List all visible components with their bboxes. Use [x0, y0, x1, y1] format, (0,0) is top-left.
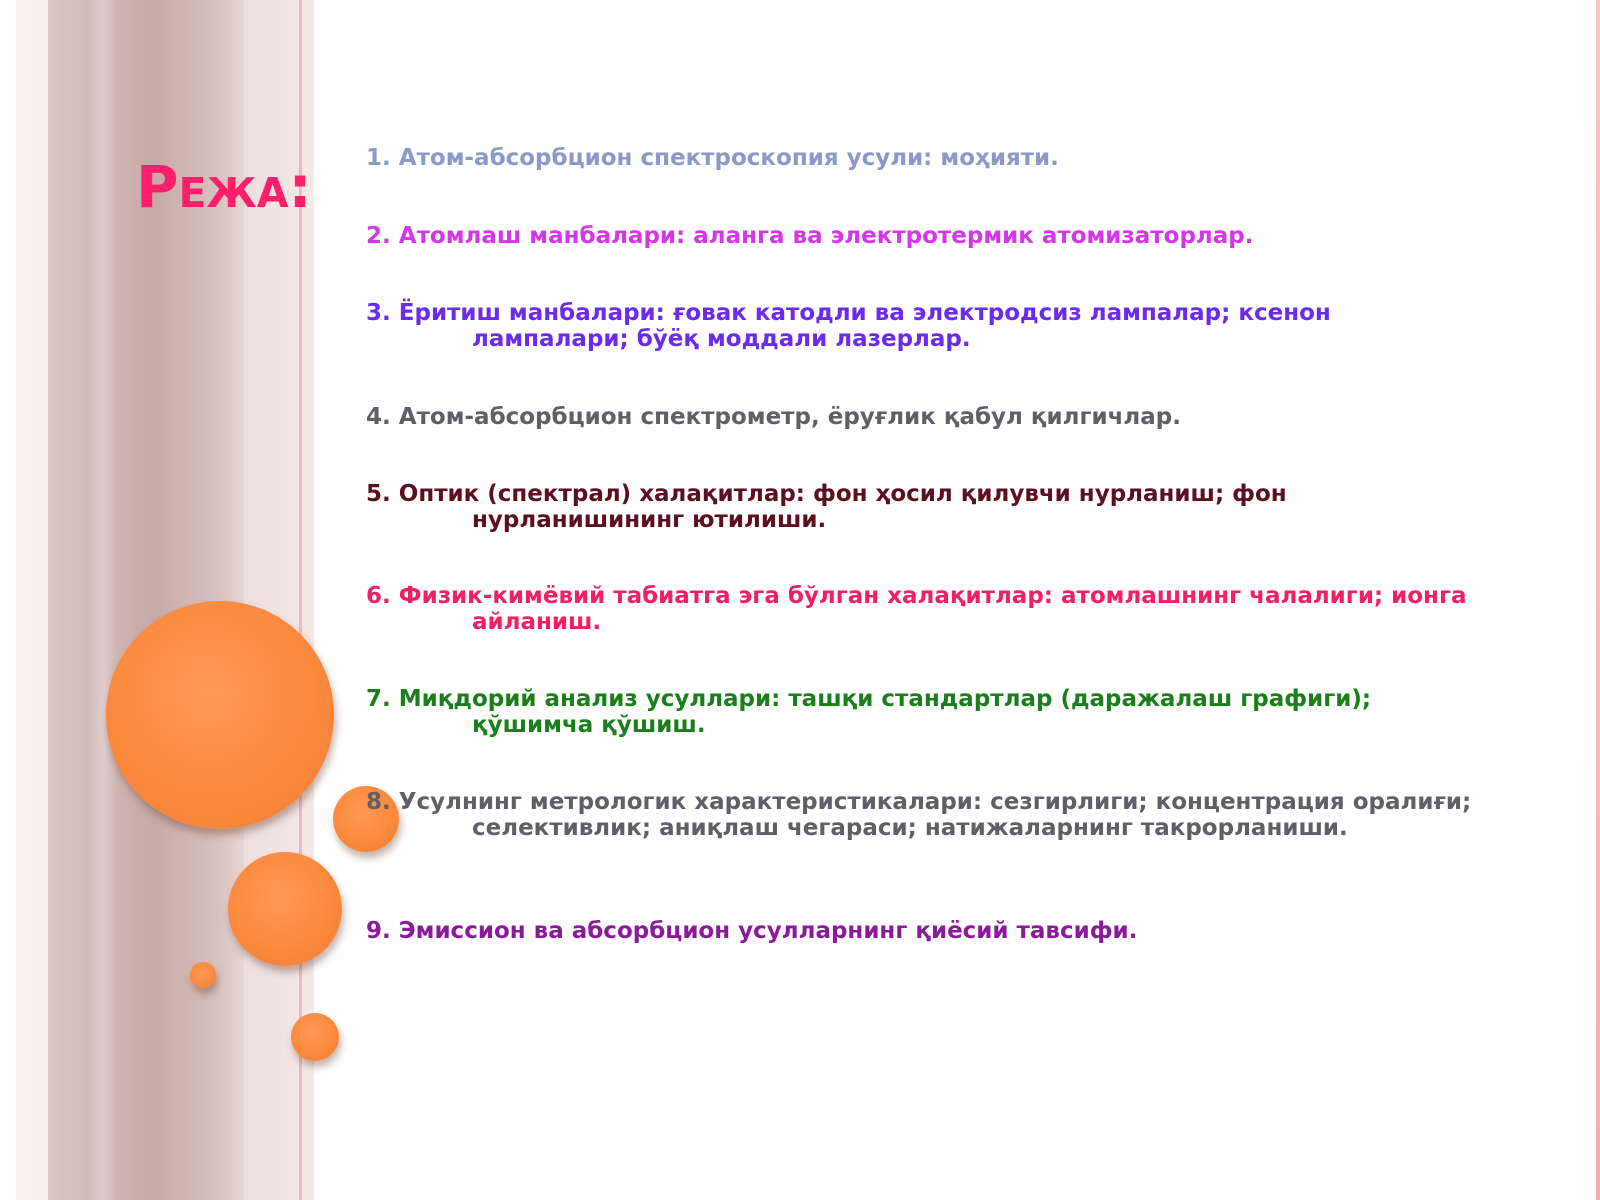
plan-item-text: Атом-абсорбцион спектрометр, ёруғлик қабул қилгичлар. [398, 404, 1181, 430]
plan-item-9 [366, 918, 1486, 944]
plan-item-6 [366, 583, 1486, 635]
plan-item-number: 5. [366, 481, 391, 507]
plan-item-number: 9. [366, 918, 391, 944]
slide-title: Режа: [136, 153, 312, 221]
plan-item-text: Миқдорий анализ усуллари: ташқи стандартлар (даражалаш графиги); қўшимча қўшиш. [398, 686, 1372, 738]
plan-item-text: Усулнинг метрологик характеристикалари: сезгирлиги; концентрация оралиғи; селективлик; аниқлаш чегараси; натижаларнинг такрорланиши. [398, 789, 1472, 841]
plan-item-4 [366, 404, 1486, 430]
plan-item-number: 7. [366, 686, 391, 712]
plan-item-5 [366, 481, 1486, 533]
decorative-circle-large [106, 601, 334, 829]
plan-item-number: 8. [366, 789, 391, 815]
plan-item-text: Ёритиш манбалари: ғовак катодли ва электродсиз лампалар; ксенон лампалари; бўёқ моддали лазерлар. [398, 300, 1331, 352]
plan-item-2 [366, 223, 1486, 249]
plan-item-1 [366, 145, 1486, 171]
decorative-circle-tiny [190, 962, 216, 988]
plan-item-number: 3. [366, 300, 391, 326]
plan-item-8 [366, 789, 1486, 841]
plan-item-text: Атомлаш манбалари: аланга ва электротермик атомизаторлар. [398, 223, 1254, 249]
plan-item-text: Физик-кимёвий табиатга эга бўлган халақитлар: атомлашнинг чалалиги; ионга айланиш. [398, 583, 1467, 635]
plan-item-number: 2. [366, 223, 391, 249]
plan-item-number: 4. [366, 404, 391, 430]
decorative-circle-small-bottom [291, 1013, 339, 1061]
plan-item-3 [366, 300, 1486, 352]
plan-item-number: 1. [366, 145, 391, 171]
plan-item-7 [366, 686, 1486, 738]
plan-item-text: Оптик (спектрал) халақитлар: фон ҳосил қилувчи нурланиш; фон нурланишининг ютилиши. [398, 481, 1287, 533]
plan-item-text: Атом-абсорбцион спектроскопия усули: моҳияти. [398, 145, 1059, 171]
right-edge-line [1596, 0, 1600, 1200]
plan-item-text: Эмиссион ва абсорбцион усулларнинг қиёсий тавсифи. [398, 918, 1138, 944]
plan-item-number: 6. [366, 583, 391, 609]
decorative-circle-medium [228, 852, 342, 966]
